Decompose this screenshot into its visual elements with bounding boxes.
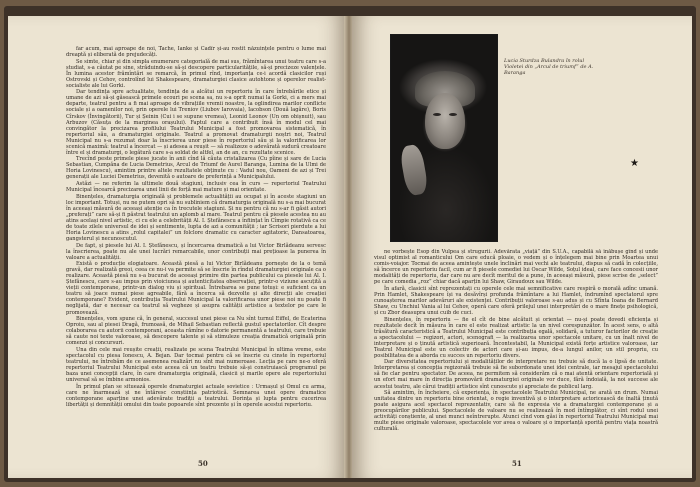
- paragraph: Binențeles, vom spune că, în general, succesul unei piese ca Nu sînt turnul Eiffel, de Ecaterina Oproiu, sau al piesei Dragă, frumoasă, de Mihail Sebastian reflectă gustul spectatorilor. Cît despre colaborarea cu autorii contemporani, aceasta rămîne o datorie permanentă a teatrului, care trebuie să caute noi texte valoroase, să descopere talente și să stimuleze creația dramatică originală prin comenzi și concursuri.: [66, 316, 326, 347]
- open-book: [4, 6, 696, 482]
- portrait-eye: [449, 113, 457, 116]
- page-number-right: 51: [512, 459, 522, 468]
- left-text-column: [66, 46, 326, 454]
- left-page: [8, 16, 346, 478]
- paragraph: În afară, clasicii sînt reprezentați cu operele cele mai semnificative care respiră o morală adînc umană. Prin Hamlet, Shakespeare își va desăvîrși profunda frămîntare a lui Hamlet, îndrumînd spectatorul spre cunoașterea marilor adevăruri ale existenței. Contribuții valoroase s-au adus și cu Sfînta Ioana de Bernard Shaw, cu Unchiul Vania al lui Cehov, operă care oferă prilejul unei interpretări de o mare finețe psihologică, și cu Zbor deasupra unui cuib de cuci.: [374, 285, 658, 316]
- paragraph: Binențeles, în repertoriu — fie el cît de bine alcătuit și orientat — nu-și poate dovedi eficiența și rezultatele decît în măsura în care el este realizat artistic la un nivel corespunzător. În acest sens, o altă trăsătură caracteristică a Teatrului Municipal este contribuția egală, solidară, a tuturor factorilor de creație a spectacolului — regizori, actori, scenografi — la realizarea unor spectacole unitare, cu un înalt nivel de interpretare și o ținută artistică superioară. Încontestabil, la Municipal există forțe artistice valoroase, iar Teatrul Municipal este un colectiv de actori care și-au impus, de-a lungul anilor, un stil propriu, cu posibilitatea de a aborda cu succes un repertoriu divers.: [374, 316, 658, 359]
- paragraph: Există o producție elogiatoare. Această piesă a lui Victor Birlădeanu pornește de la o temă gravă, dar realizată greoi, ceea ce nu-i va permite să se înscrie în rîndul dramaturgiei originale ca o realizare. Această piesă nu s-a bucurat de aceeași primire din partea publicului ca piesele lui Al. I. Ștefănescu, care s-au impus prin vioiciunea și autenticitatea observației, printr-o viziune ascuțită a vieții contemporane, printr-un dialog viu și spiritual. Întrebarea se pune totuși: e suficient ca un teatru să joace numai piese agreabile, fără a încerca să dezvolte și alte direcții ale creației contemporane? Evident, contribuția Teatrului Municipal la valorificarea unor piese noi nu poate fi neglijată, dar e necesar ca teatrul să vegheze și asupra calității artistice a textelor pe care le promovează.: [66, 261, 326, 316]
- star-ornament: ★: [630, 158, 639, 169]
- paragraph: Astăzi — ne referim la ultimele două stagiuni, inclusiv cea în curs — repertoriul Teatrului Municipal încearcă precizarea unei linii de forță mai mature și mai orientate.: [66, 181, 326, 194]
- page-number-left: 50: [198, 459, 208, 468]
- paragraph: Binențeles, dramaturgia originală și problemele actualității au ocupat și în aceste stagiuni un loc important. Totuși, nu ne putem opri să nu subliniem că dramaturgia originală nu s-a mai bucurat în aceeași măsură de aceeași atenție ca în trecutele stagiuni. Și nu pentru că nu s-ar fi găsit autori „preferați” care să-și fi păstrat teatrului un aplomb al mare. Teatrul pentru că piesele acestea nu au atins același nivel artistic, ci cu ele a celebrității Al. I. Ștefănescu a înființat în Cîmpie rotativă ca ce de toate zilele universul de idei și sentimente, lupta de azi a comunității ; iar Scrisori pierdute a lui Horia Lovinescu a atins „rolul capitalei” un folclore dramatic cu caracter agitatoric, Dansatoarea, gangsterul și necunoscutul.: [66, 193, 326, 242]
- paragraph: De fapt, și piesele lui Al. I. Ștefănescu, și încercarea dramatică a lui Victor Birlădeanu servesc la înscrierea, poate nu ale unei lucrări remarcabile, unor contribuții mai prețioase la punerea în valoare a actualității.: [66, 242, 326, 261]
- right-text-column: [374, 249, 658, 454]
- paragraph: far acum, mai aproape de noi, Tache, Ianke și Cadîr și-au rostit năzuințele pentru o lume mai dreaptă și eliberată de prejudecăți.: [66, 46, 326, 59]
- paragraph: Una din cele mai reușite creații, realizate pe scena Teatrului Municipal în ultima vreme, este spectacolul cu piesa Ionescu, A. Bejan. Dar tocmai pentru că se înscrie cu cinste în repertoriul teatrului, ne întrebăm de ce asemenea realizări nu sînt mai numeroase. Lecția pe care ne-o oferă repertoriul Teatrului Municipal este aceea că un teatru trebuie să-și construiască programul pe baza unei concepții clare, în care dramaturgia originală, clasicii și marile opere ale repertoriului universal să se îmbine armonios.: [66, 346, 326, 384]
- paragraph: Se simte, chiar și din simpla enumerare categorială de mai sus, frămîntarea unui teatru care s-a studiat, s-a căutat pe sine, străduindu-se să-și descopere particularitățile, să-și precizeze valențele. În lumina acestor frămîntări se remarcă, în primul rînd, importanța ce-i acordă clasicilor ruși Ostrovski și Cehov, controlînd lui Shakespeare, dramaturgiei clasice autohtone și operelor realist-socialiste ale lui Gorki.: [66, 58, 326, 89]
- paragraph: Să amintim, în încheiere, că experiența, în spectacolele Teatrului Municipal, ne arată un drum. Numai unitatea dintre un repertoriu bine orientat, o regie inventivă și o interpretare actoricească de înaltă ținută poate asigura acel spectacol reprezentativ, care să fie expresia vie a dramaturgiei contemporane și a preocupărilor publicului. Spectacolele de valoare nu se realizează în mod întîmplător, ci sînt rodul unei activități conștiente, al unei munci neîntrerupte. Atunci cînd vom găsi în repertoriul Teatrului Municipal mai multe piese originale valoroase, spectacolele vor avea o valoare și o importanță sporită pentru viața noastră culturală.: [374, 390, 658, 433]
- portrait-hand: [399, 143, 429, 196]
- portrait-face: [425, 93, 465, 149]
- portrait-eye: [433, 113, 441, 116]
- paragraph: Dar tendința spre actualitate, tendința de a alcătui un repertoriu în care întrebările etice și umane de azi să-și găsească primele ecouri pe scena sa, nu s-a oprit numai la Gorki, ci a mers mai departe, teatrul pentru a fi mai aproape de vibrațiile vremii noastre, la oglindirea marilor conflicte sociale și a oamenilor noi, prin operele lui Treniov (Liubov Iarovaia), Iacobson (Două lagăre), Boris Cîrskov (Învingătorii), Tur și Șeinin (Cui i se supune vremea), Leonid Leonov (Un om obișnuit), sau Arbuzov (Căsuța de la marginea orașului). Faptul care a contribuit însă în modul cel mai convingător la precizarea profilului Teatrului Municipal a fost promovarea sistematică, în repertoriul său, a dramaturgiei originale. Teatrul a promovat dramaturgii noștri noi, Teatrul Municipal nu s-a rezumat doar la înscrierea unor piese în repertoriul său și la valorificarea lor scenică maximă: teatrul a încercat — și adesea a reușit — să realizeze o adevărată sudură creatoare între el și dramaturgi, o legătură care s-a soldat de altfel, an de an, cu rezultate scenice.: [66, 89, 326, 156]
- portrait-photo: [390, 34, 498, 242]
- right-page: [352, 16, 692, 478]
- photo-caption: Lucia Sturdza Bulandra în rolul Violetei din „Arcul de triumf” de A. Baranga: [504, 58, 594, 76]
- paragraph: Trecînd peste primele piese jucate în anii cînd lă căuta cristalizarea (Cu pîine și sare de Lucia Sebastian, Cumpăna de Lucia Demetrius, Arcul de Triumf de Aurel Baranga, Lumina de la Ulmi de Horia Lovinescu), amintim printre altele rezultatele obținute cu : Vadul nou, Oameni de azi și Trei generații ale Luciei Demetrius, devenită o autoare de preferință a Municipalului.: [66, 156, 326, 181]
- paragraph: În primul plan se situează operele dramaturgiei actuale sovietice : Urmașul și Omul cu arma, care ne înarmează și ne întăresc conștiința patriotică. Semnarea unei opere dramatice contemporane aparține unei adevărate tradiții a teatrului. Dorința și lupta pentru cucerirea libertății și demnității omului din toate popoarele sînt prezente și în operele acestui repertoriu.: [66, 383, 326, 408]
- paragraph: Dar diversitatea repertoriului și modalităților de interpretare nu trebuie să ducă la o lipsă de unitate. Interpretarea și concepția regizorală trebuie să fie subordonate unei idei centrale, iar mesajul spectacolului să fie clar pentru spectator. De aceea, ne permitem să considerăm că o mai atentă orientare repertorială și un efort mai mare în direcția promovării dramaturgiei originale vor duce, fără îndoială, la noi succese ale acestui teatru, ale cărui tradiții artistice sînt cunoscute și apreciate de publicul larg.: [374, 359, 658, 390]
- paragraph: ne vorbește Esop din Vulpea și strugurii. Adevărata „viață” din S.U.A., capabilă să înăbușe gînd și unde visul optimist al romanticului Om care educă ploaie, o vedem și o înțelegem mai bine prin Moartea unui comis-voiajor. Tocmai de aceea amintește unele înclinări mai vechi ale teatrului, dispus să cadă în colecțiile, să încerce un repertoriu facil, cum ar fi piesele comediei lui Oscar Wilde, Soțul ideal, care face concesii unor modalități de repertoriu, dar care nu are decît meritul de a pune, în aceeași măsură, piese scrise de „select” pe care comedia „roz” chiar dacă aparțin lui Shaw, Giraudoux sau Wilde.: [374, 249, 658, 286]
